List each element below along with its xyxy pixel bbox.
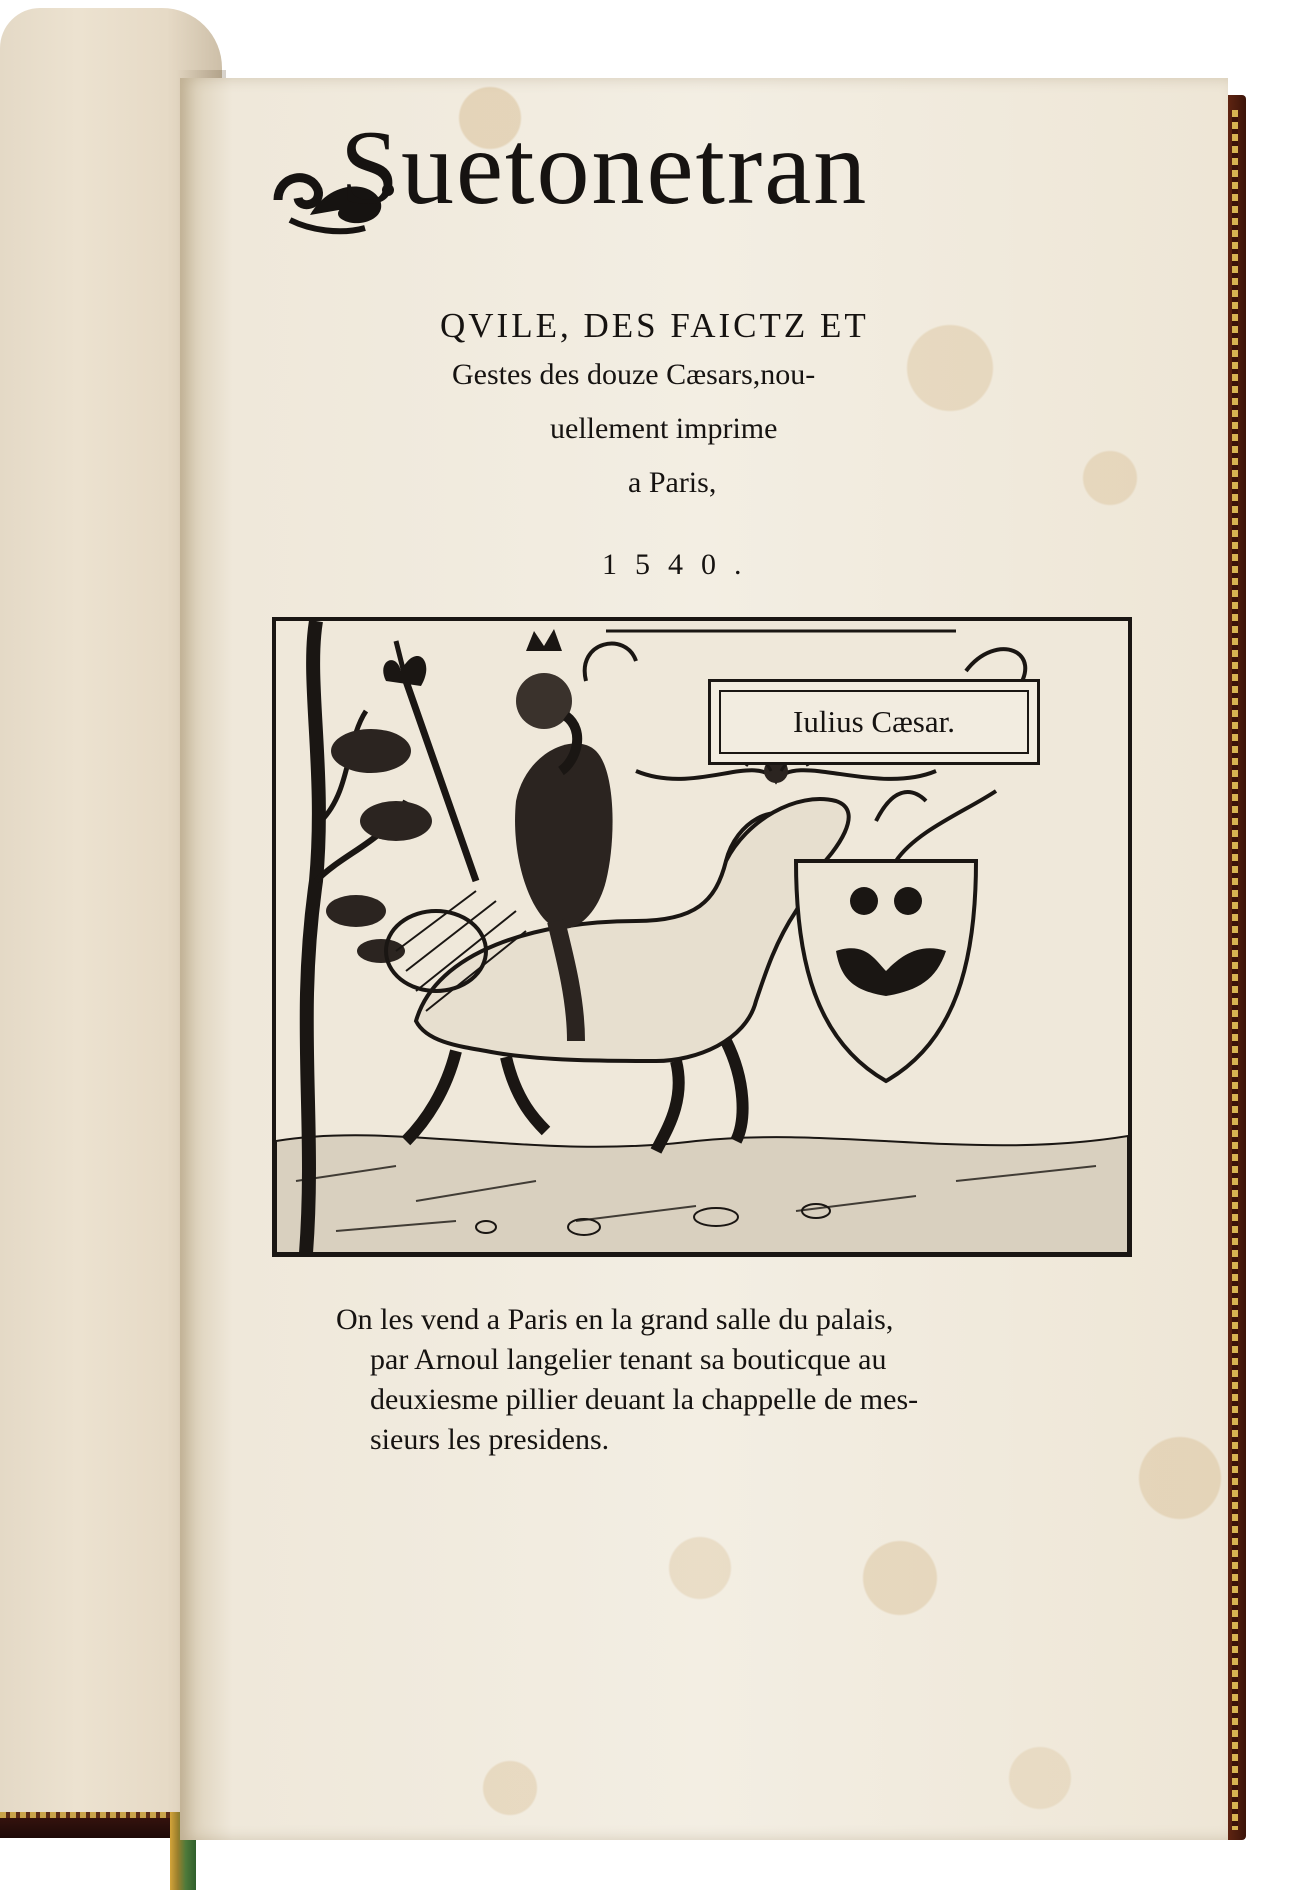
woodcut-illustration bbox=[272, 617, 1132, 1257]
gilt-tooling-right bbox=[1232, 110, 1238, 1830]
title-line-5: a Paris, bbox=[628, 466, 717, 499]
imprint-line-3: deuxiesme pillier deuant la chappelle de mes- bbox=[370, 1383, 919, 1416]
title-caps-line: QVILE, DES FAICTZ ET bbox=[440, 306, 869, 345]
title-main: Suetonetran bbox=[340, 109, 869, 226]
publication-year: 1540. bbox=[602, 548, 760, 581]
imprint-line-2: par Arnoul langelier tenant sa bouticque au bbox=[370, 1343, 887, 1376]
title-line-4: uellement imprime bbox=[550, 412, 778, 445]
imprint-line-1: On les vend a Paris en la grand salle du palais, bbox=[336, 1303, 894, 1336]
name-cartouche bbox=[708, 679, 1040, 765]
imprint-block bbox=[336, 1300, 1116, 1460]
cartouche-label: Iulius Cæsar. bbox=[793, 704, 955, 739]
title-line-3: Gestes des douze Cæsars,nou- bbox=[452, 358, 816, 391]
imprint-line-4: sieurs les presidens. bbox=[370, 1423, 610, 1456]
